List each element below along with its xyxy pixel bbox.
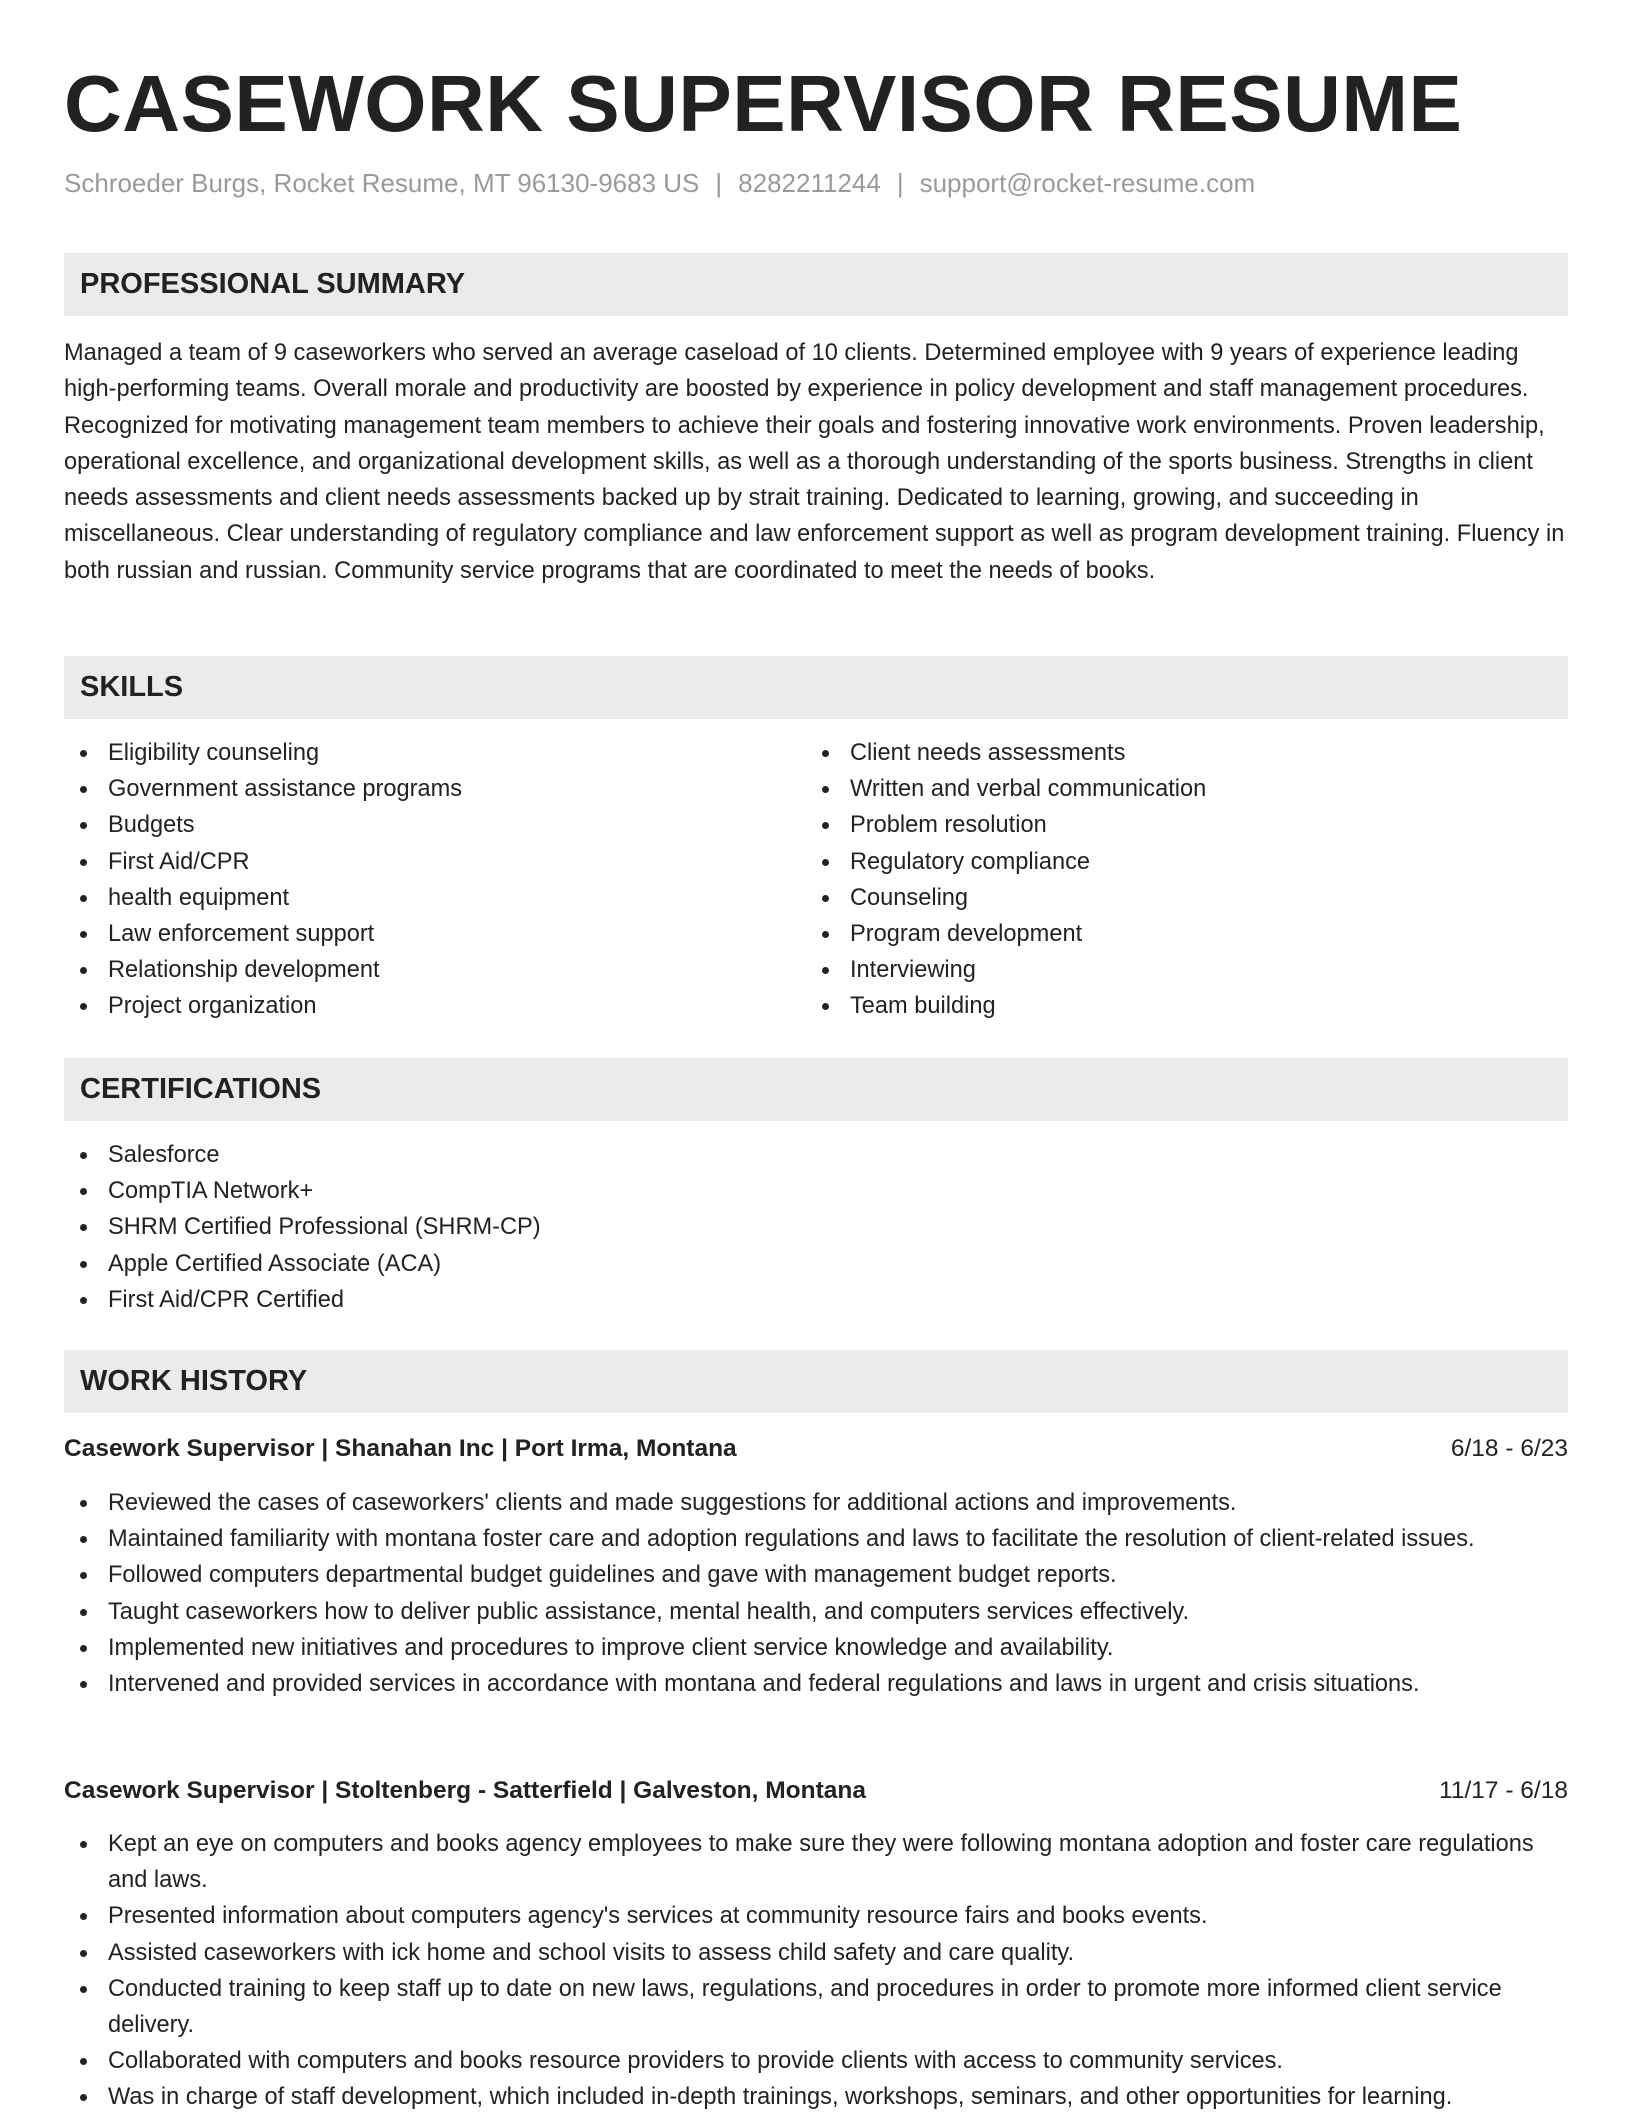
skill-item: Government assistance programs xyxy=(64,771,804,807)
skills-list-left xyxy=(64,735,804,1025)
job-duties-list xyxy=(64,1826,1568,2116)
work-history-heading: WORK HISTORY xyxy=(64,1350,1568,1413)
certification-item: Salesforce xyxy=(64,1137,1568,1173)
job-title: Casework Supervisor | Stoltenberg - Satterfield | Galveston, Montana xyxy=(64,1777,866,1804)
certification-item: CompTIA Network+ xyxy=(64,1173,1568,1209)
skill-item: Relationship development xyxy=(64,952,804,988)
job-duty-item: Followed computers departmental budget guidelines and gave with management budget reports. xyxy=(64,1557,1568,1593)
contact-separator: | xyxy=(896,168,904,198)
job-dates: 6/18 - 6/23 xyxy=(1450,1435,1568,1462)
certification-item: Apple Certified Associate (ACA) xyxy=(64,1246,1568,1282)
skill-item: Team building xyxy=(806,988,1546,1024)
summary-text: Managed a team of 9 caseworkers who served an average caseload of 10 clients. Determined employee with 9 years of experience leading high-performing teams. Overall morale and productivity are boosted by experience in policy development and staff management procedures. Recognized for motivating management team members to achieve their goals and fostering innovative work environments. Proven leadership, operational excellence, and organizational development skills, as well as a thorough understanding of the sports business. Strengths in client needs assessments and client needs assessments backed up by strait training. Dedicated to learning, growing, and succeeding in miscellaneous. Clear understanding of regulatory compliance and law enforcement support as well as program development training. Fluency in both russian and russian. Community service programs that are coordinated to meet the needs of books. xyxy=(64,340,1565,584)
skill-item: First Aid/CPR xyxy=(64,844,804,880)
skill-item: Regulatory compliance xyxy=(806,844,1546,880)
skill-item: Budgets xyxy=(64,807,804,843)
skills-list-right xyxy=(806,735,1546,1025)
job-duty-item: Kept an eye on computers and books agency employees to make sure they were following montana adoption and foster care regulations and laws. xyxy=(64,1826,1568,1898)
skill-item: Problem resolution xyxy=(806,807,1546,843)
job-duty-item: Presented information about computers agency's services at community resource fairs and books events. xyxy=(64,1898,1568,1934)
contact-line xyxy=(64,166,1255,200)
skill-item: Law enforcement support xyxy=(64,916,804,952)
summary-heading: PROFESSIONAL SUMMARY xyxy=(64,253,1568,316)
skill-item: Client needs assessments xyxy=(806,735,1546,771)
contact-separator: | xyxy=(715,168,723,198)
job-duties-list xyxy=(64,1485,1568,1702)
contact-phone: 8282211244 xyxy=(738,168,881,198)
skill-item: Program development xyxy=(806,916,1546,952)
job-duty-item: Taught caseworkers how to deliver public assistance, mental health, and computers services effectively. xyxy=(64,1594,1568,1630)
contact-email: support@rocket-resume.com xyxy=(919,168,1256,198)
job-duty-item: Implemented new initiatives and procedures to improve client service knowledge and availability. xyxy=(64,1630,1568,1666)
job-title: Casework Supervisor | Shanahan Inc | Port Irma, Montana xyxy=(64,1435,737,1462)
job-dates: 11/17 - 6/18 xyxy=(1439,1777,1568,1804)
job-duty-item: Conducted training to keep staff up to date on new laws, regulations, and procedures in order to promote more informed client service delivery. xyxy=(64,1971,1568,2043)
job-duty-item: Collaborated with computers and books resource providers to provide clients with access to community services. xyxy=(64,2043,1568,2079)
job-duty-item: Maintained familiarity with montana foster care and adoption regulations and laws to facilitate the resolution of client-related issues. xyxy=(64,1521,1568,1557)
job-duty-item: Intervened and provided services in accordance with montana and federal regulations and laws in urgent and crisis situations. xyxy=(64,1666,1568,1702)
contact-address: Schroeder Burgs, Rocket Resume, MT 96130-9683 US xyxy=(64,168,700,198)
certifications-list xyxy=(64,1137,1568,1318)
skill-item: Interviewing xyxy=(806,952,1546,988)
job-duty-item: Assisted caseworkers with ick home and school visits to assess child safety and care quality. xyxy=(64,1935,1568,1971)
skill-item: Written and verbal communication xyxy=(806,771,1546,807)
certification-item: First Aid/CPR Certified xyxy=(64,1282,1568,1318)
job-duty-item: Was in charge of staff development, which included in-depth trainings, workshops, seminars, and other opportunities for learning. xyxy=(64,2079,1568,2115)
resume-title: CASEWORK SUPERVISOR RESUME xyxy=(64,59,1463,148)
certification-item: SHRM Certified Professional (SHRM-CP) xyxy=(64,1209,1568,1245)
skill-item: Project organization xyxy=(64,988,804,1024)
skill-item: Eligibility counseling xyxy=(64,735,804,771)
skills-heading: SKILLS xyxy=(64,656,1568,719)
certifications-heading: CERTIFICATIONS xyxy=(64,1058,1568,1121)
skill-item: Counseling xyxy=(806,880,1546,916)
skill-item: health equipment xyxy=(64,880,804,916)
job-duty-item: Reviewed the cases of caseworkers' clients and made suggestions for additional actions and improvements. xyxy=(64,1485,1568,1521)
